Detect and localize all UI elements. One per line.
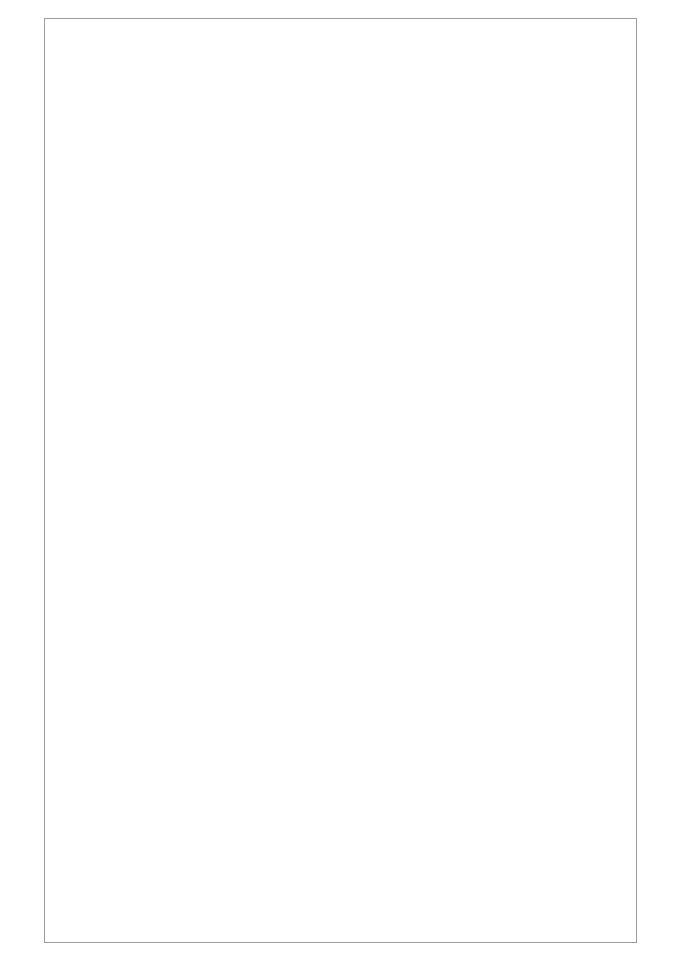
mass-calendar-table [44,18,637,943]
parishes-legend [45,57,178,133]
